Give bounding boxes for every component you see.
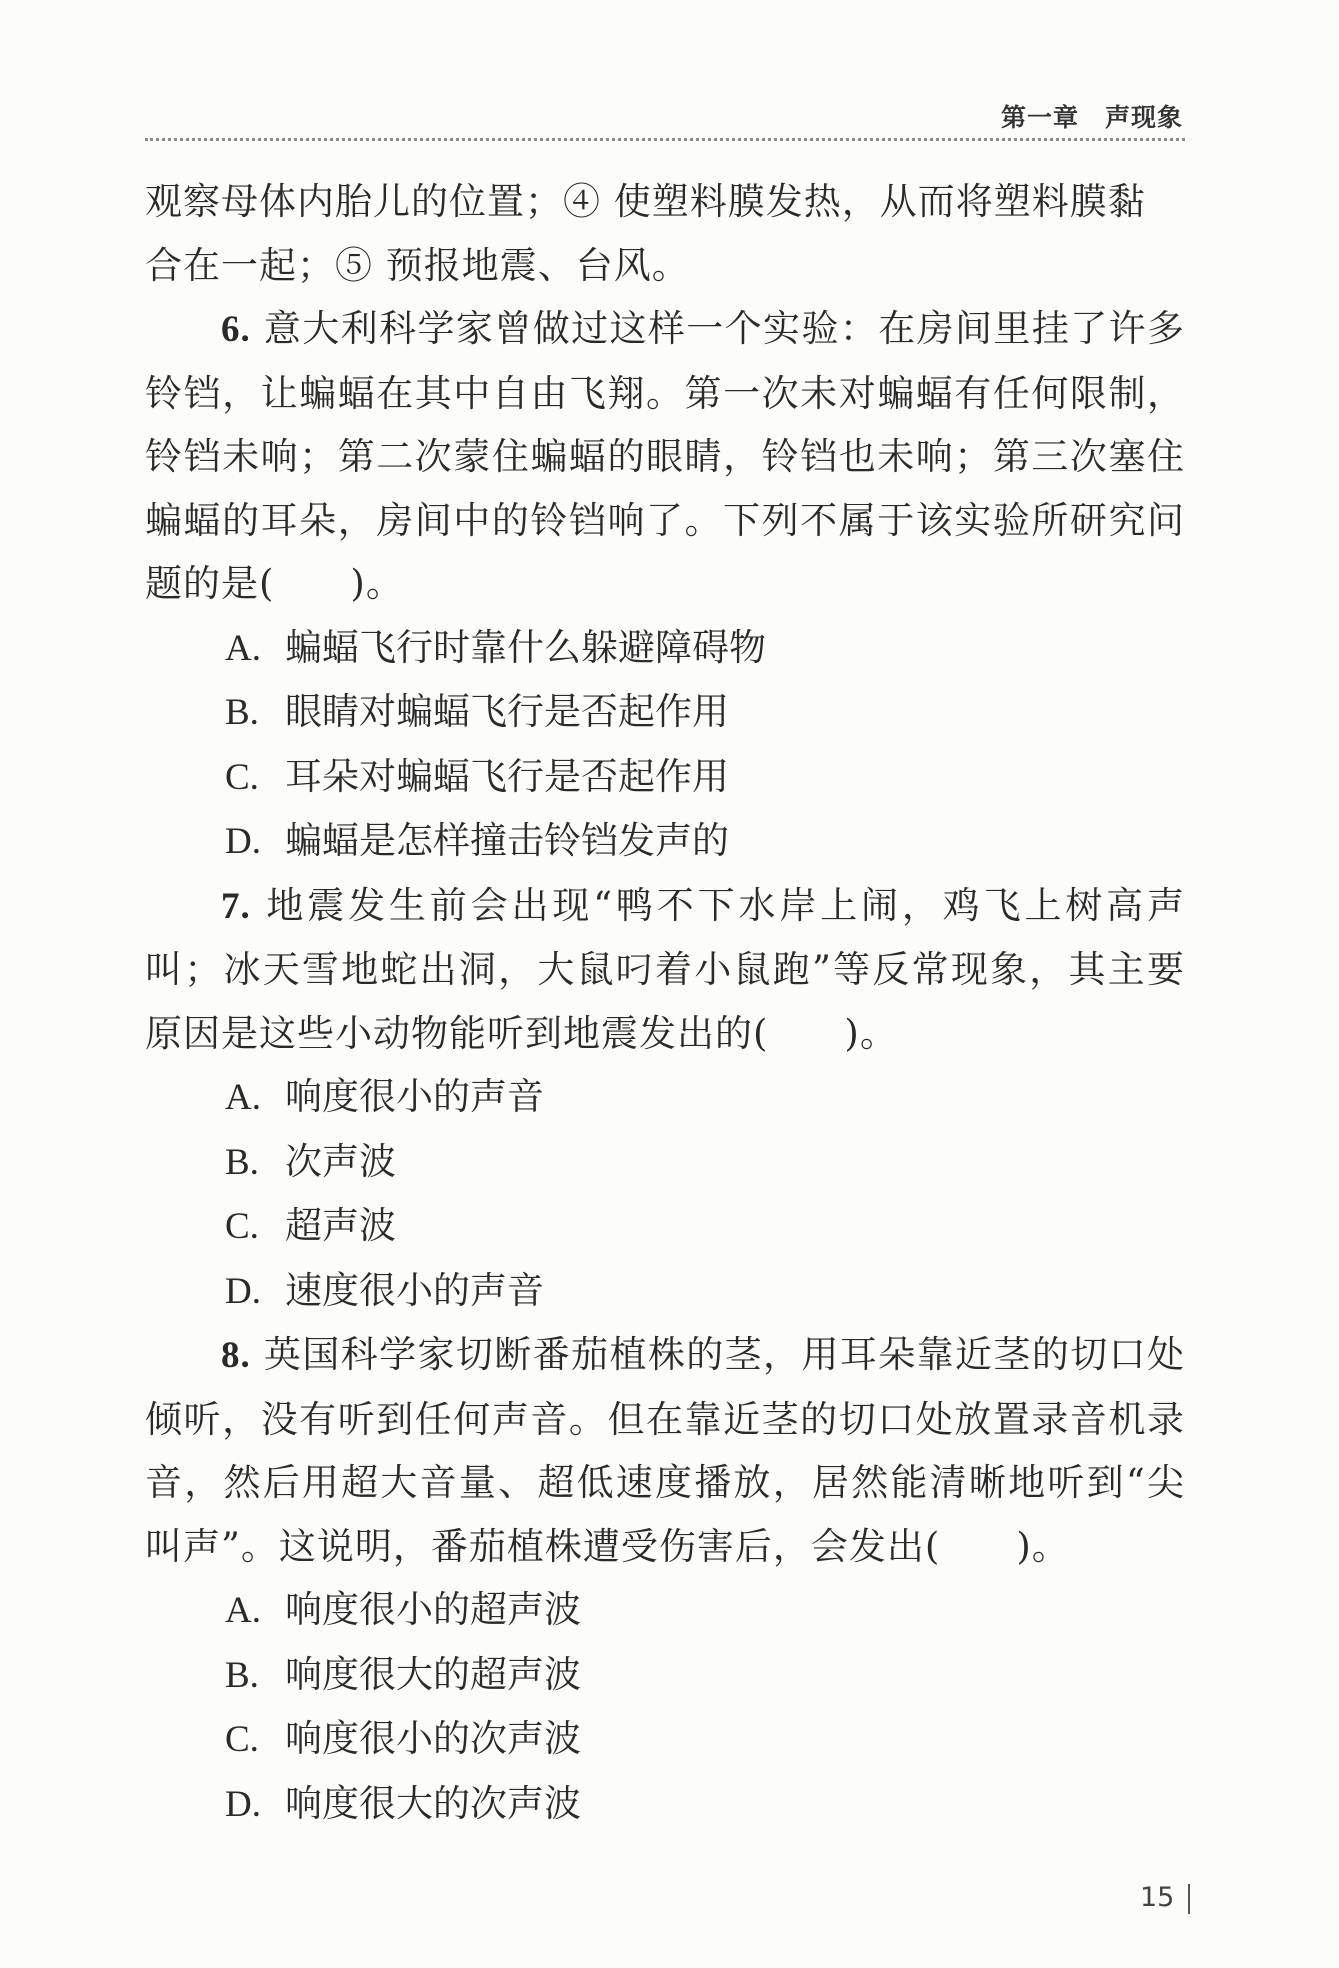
- chapter-heading: [1001, 98, 1183, 134]
- option-c: C. 耳朵对蝙蝠飞行是否起作用: [225, 754, 729, 798]
- footer-rule: [1188, 1884, 1190, 1914]
- question-stem: [145, 1323, 1185, 1578]
- chapter-number: 第一章: [1000, 103, 1079, 132]
- question-text: 地震发生前会出现“鸭不下水岸上闹，鸡飞上树高声叫；冰天雪地蛇出洞，大鼠叼着小鼠跑”等反常现象，其主要原因是这些小动物能听到地震发出的( )。: [145, 883, 1186, 1055]
- option-c: C. 超声波: [225, 1204, 396, 1247]
- question-number: 8.: [221, 1335, 251, 1376]
- page-body: [145, 170, 1185, 1836]
- question-8: [145, 1323, 1185, 1836]
- continuation-line-1: 观察母体内胎儿的位置；④ 使塑料膜发热，从而将塑料膜黏: [145, 180, 1146, 223]
- page-footer: [1140, 1882, 1190, 1914]
- option-d: D. 蝙蝠是怎样撞击铃铛发声的: [225, 819, 729, 862]
- page-number: 15: [1140, 1882, 1175, 1913]
- option-c: C. 响度很小的次声波: [225, 1717, 581, 1760]
- question-stem: [145, 297, 1185, 616]
- option-d: D. 速度很小的声音: [225, 1268, 544, 1312]
- option-b: B. 响度很大的超声波: [225, 1652, 581, 1696]
- option-a: A. 响度很小的声音: [225, 1075, 544, 1118]
- question-text: 意大利科学家曾做过这样一个实验：在房间里挂了许多铃铛，让蝙蝠在其中自由飞翔。第一次未对蝙蝠有任何限制，铃铛未响；第二次蒙住蝙蝠的眼睛，铃铛也未响；第三次塞住蝙蝠的耳朵，房间中的铃铛响了。下列不属于该实验所研究问题的是( )。: [145, 307, 1186, 605]
- chapter-title: 声现象: [1104, 103, 1183, 132]
- question-stem: [145, 874, 1185, 1066]
- continuation-line-2: 合在一起；⑤ 预报地震、台风。: [145, 243, 690, 287]
- option-a: A. 响度很小的超声波: [225, 1588, 581, 1631]
- question-7: [145, 874, 1185, 1324]
- question-text: 英国科学家切断番茄植株的茎，用耳朵靠近茎的切口处倾听，没有听到任何声音。但在靠近茎的切口处放置录音机录音，然后用超大音量、超低速度播放，居然能清晰地听到“尖叫声”。这说明，番茄植株遭受伤害后，会发出( )。: [145, 1333, 1186, 1568]
- option-b: B. 次声波: [225, 1139, 396, 1183]
- question-6: [145, 297, 1185, 874]
- question-number: 6.: [221, 309, 251, 350]
- option-b: B. 眼睛对蝙蝠飞行是否起作用: [225, 690, 729, 733]
- option-a: A. 蝙蝠飞行时靠什么躲避障碍物: [225, 625, 766, 669]
- running-header: [145, 98, 1185, 141]
- option-d: D. 响度很大的次声波: [225, 1781, 581, 1825]
- question-number: 7.: [221, 885, 251, 927]
